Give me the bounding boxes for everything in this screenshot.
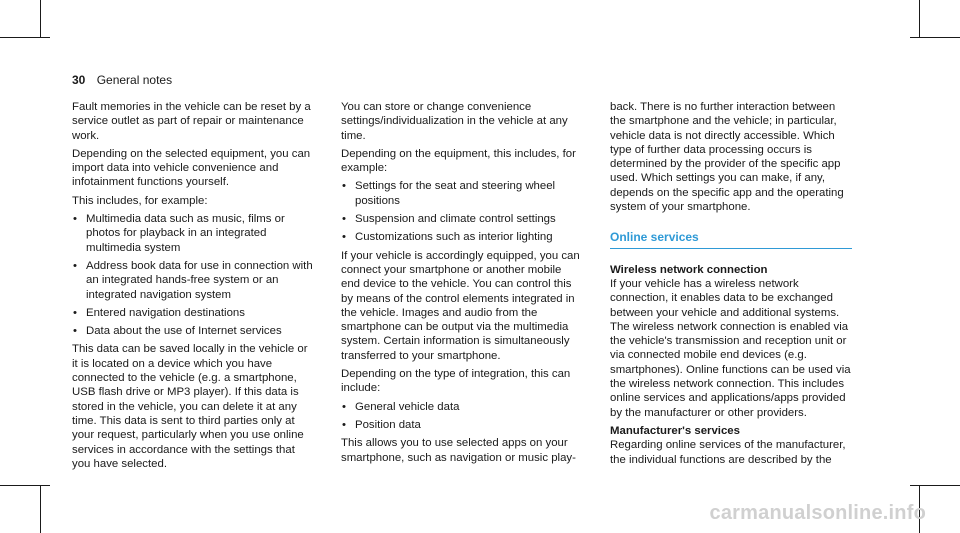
bullet-list [72, 212, 314, 338]
paragraph: back. There is no further interaction between the smartphone and the vehicle; in particular, vehicle data is not directly accessible. Which type of further data processing occurs is determined by the provider of the specific app used. Which settings you can make, if any, depends on the specific app and the operating system of your smartphone. [610, 101, 844, 214]
crop-mark [910, 485, 960, 486]
list-item: • Settings for the seat and steering wheel positions [341, 179, 583, 208]
paragraph: This allows you to use selected apps on your smartphone, such as navigation or music play- [341, 437, 576, 464]
crop-mark [0, 485, 50, 486]
crop-mark [919, 0, 920, 38]
list-item: • Position data [341, 418, 583, 432]
page-title: General notes [96, 73, 173, 87]
column-3 [610, 100, 852, 471]
paragraph: Regarding online services of the manufacturer, the individual functions are described by the [610, 439, 846, 466]
subheading: Wireless network connection [610, 263, 768, 276]
subheading: Manufacturer's services [610, 424, 740, 437]
paragraph: Depending on the selected equipment, you can import data into vehicle convenience and infotainment functions yourself. [72, 147, 311, 189]
watermark: carmanualsonline.info [709, 502, 926, 524]
list-item: • Suspension and climate control settings [341, 212, 583, 226]
list-item: • Entered navigation destinations [72, 306, 314, 320]
paragraph: Depending on the equipment, this includes, for example: [341, 147, 576, 175]
crop-mark [910, 37, 960, 38]
paragraph: If your vehicle has a wireless network connection, it enables data to be exchanged between your vehicle and additional systems. The wireless network connection is enabled via the vehicle's transmission and reception unit or via connected mobile end devices (e.g. smartphones). Online functions can be used via the wireless network connection. This includes online services and applications/apps provided by the manufacturer or other providers. [610, 277, 851, 419]
paragraph: Fault memories in the vehicle can be reset by a service outlet as part of repair or maintenance work. [72, 101, 311, 142]
list-item: • Multimedia data such as music, films or photos for playback in an integrated multimedia system [72, 212, 314, 255]
column-1 [72, 100, 314, 475]
paragraph: This includes, for example: [72, 194, 208, 207]
paragraph: This data can be saved locally in the vehicle or it is located on a device which you have connected to the vehicle (e.g. a smartphone, USB flash drive or MP3 player). If this data is stored in the vehicle, you can delete it at any time. This data is sent to third parties only at your request, particularly when you use online services in accordance with the settings that you have selected. [72, 343, 308, 470]
crop-mark [40, 485, 41, 533]
bullet-list [341, 179, 583, 244]
crop-mark [0, 37, 50, 38]
section-title: Online services [610, 230, 852, 248]
crop-mark [40, 0, 41, 38]
page-number: 30 [72, 73, 86, 87]
list-item: • Address book data for use in connection with an integrated hands-free system or an integrated navigation system [72, 259, 314, 302]
list-item: • General vehicle data [341, 400, 583, 414]
list-item: • Customizations such as interior lighting [341, 230, 583, 244]
column-2 [341, 100, 583, 469]
list-item: • Data about the use of Internet services [72, 324, 314, 338]
paragraph: If your vehicle is accordingly equipped, you can connect your smartphone or another mobile end device to the vehicle. You can control this by means of the control elements integrated in the vehicle. Images and audio from the smartphone can be output via the multimedia system. Certain information is simultaneously transferred to your smartphone. [341, 249, 580, 362]
paragraph: You can store or change convenience settings/individualization in the vehicle at any time. [341, 101, 568, 142]
page-header [72, 73, 172, 87]
paragraph: Depending on the type of integration, this can include: [341, 368, 571, 395]
bullet-list [341, 400, 583, 433]
